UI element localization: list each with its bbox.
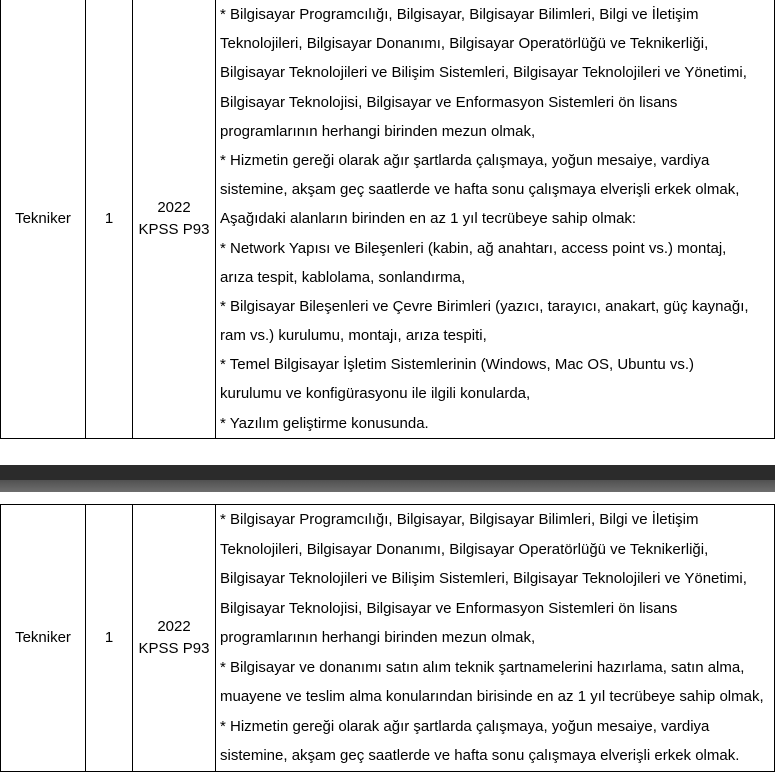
- requirement-line: * Temel Bilgisayar İşletim Sistemlerinin (Windows, Mac OS, Ubuntu vs.): [220, 356, 695, 374]
- exam-year: 2022: [157, 198, 191, 216]
- table-row: [1, 0, 775, 438]
- requirement-line: Teknolojileri, Bilgisayar Donanımı, Bilgisayar Operatörlüğü ve Teknikerliği,: [220, 35, 709, 53]
- position-count: 1: [86, 0, 133, 438]
- requirement-line: * Bilgisayar ve donanımı satın alım teknik şartnamelerini hazırlama, satın alma,: [220, 658, 745, 676]
- requirement-line: Teknolojileri, Bilgisayar Donanımı, Bilgisayar Operatörlüğü ve Teknikerliği,: [220, 540, 709, 558]
- requirement-line: Aşağıdaki alanların birinden en az 1 yıl tecrübeye sahip olmak:: [220, 210, 637, 228]
- posting-table-2: [0, 504, 775, 772]
- exam-cell: [133, 0, 216, 438]
- position-title: Tekniker: [1, 0, 86, 438]
- requirement-line: programlarının herhangi birinden mezun olmak,: [220, 629, 536, 646]
- exam-year: 2022: [157, 617, 191, 635]
- position-count: 1: [86, 505, 133, 772]
- requirement-line: * Yazılım geliştirme konusunda.: [220, 414, 429, 432]
- requirement-line: programlarının herhangi birinden mezun olmak,: [220, 122, 536, 140]
- requirement-line: * Bilgisayar Programcılığı, Bilgisayar, Bilgisayar Bilimleri, Bilgi ve İletişim: [220, 511, 699, 528]
- requirements-cell: [216, 505, 775, 772]
- requirement-line: Bilgisayar Teknolojisi, Bilgisayar ve Enformasyon Sistemleri ön lisans: [220, 93, 678, 111]
- section-divider: [0, 465, 775, 492]
- requirement-line: * Hizmetin gereği olarak ağır şartlarda çalışmaya, yoğun mesaiye, vardiya: [220, 151, 710, 169]
- requirement-line: Bilgisayar Teknolojileri ve Bilişim Sistemleri, Bilgisayar Teknolojileri ve Yönetimi,: [220, 64, 747, 82]
- requirement-line: Bilgisayar Teknolojileri ve Bilişim Sistemleri, Bilgisayar Teknolojileri ve Yönetimi,: [220, 570, 747, 587]
- requirement-line: kurulumu ve konfigürasyonu ile ilgili konularda,: [220, 385, 531, 403]
- requirement-line: * Hizmetin gereği olarak ağır şartlarda çalışmaya, yoğun mesaiye, vardiya: [220, 717, 710, 735]
- requirement-line: arıza tespit, kablolama, sonlandırma,: [220, 268, 466, 286]
- exam-cell: [133, 505, 216, 772]
- requirement-line: sistemine, akşam geç saatlerde ve hafta sonu çalışmaya elverişli erkek olmak,: [220, 181, 740, 199]
- requirement-line: Bilgisayar Teknolojisi, Bilgisayar ve Enformasyon Sistemleri ön lisans: [220, 599, 678, 617]
- exam-code: KPSS P93: [138, 639, 210, 657]
- requirement-line: ram vs.) kurulumu, montajı, arıza tespiti,: [220, 327, 487, 345]
- requirement-line: * Bilgisayar Programcılığı, Bilgisayar, Bilgisayar Bilimleri, Bilgi ve İletişim: [220, 6, 699, 23]
- requirement-line: sistemine, akşam geç saatlerde ve hafta sonu çalışmaya elverişli erkek olmak.: [220, 747, 740, 764]
- exam-code: KPSS P93: [138, 220, 210, 238]
- requirement-line: * Network Yapısı ve Bileşenleri (kabin, ağ anahtarı, access point vs.) montaj,: [220, 239, 727, 257]
- requirement-line: muayene ve teslim alma konularından birisinde en az 1 yıl tecrübeye sahip olmak,: [220, 688, 764, 705]
- position-title: Tekniker: [1, 505, 86, 772]
- requirements-cell: [216, 0, 775, 438]
- table-row: [1, 505, 775, 772]
- requirement-line: * Bilgisayar Bileşenleri ve Çevre Birimleri (yazıcı, tarayıcı, anakart, güç kaynağı,: [220, 297, 749, 315]
